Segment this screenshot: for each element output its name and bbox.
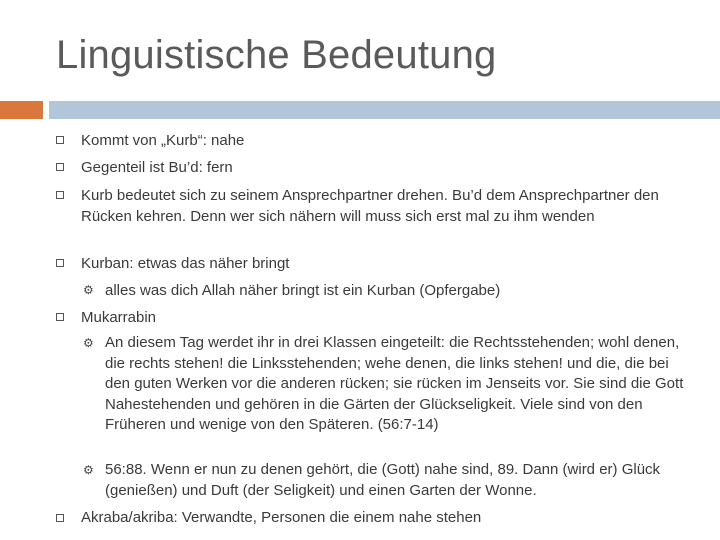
bullet-item: Kurban: etwas das näher bringt	[81, 255, 290, 272]
square-bullet-icon	[56, 191, 64, 199]
sub-bullet-item: An diesem Tag werdet ihr in drei Klassen eingeteilt: die Rechtsstehenden; wohl denen, die rechts stehen! die Linksstehenden; wehe denen, die links stehen! und die, die bei den guten Werken vor die anderen rücken; sie rücken im Jenseits vor. Sie sind die Gott Nahestehenden und gehören in die Gärten der Glückseligkeit. Viele sind von den Früheren und wenige von den Späteren. (56:7-14)	[105, 334, 684, 433]
sub-bullet-item: alles was dich Allah näher bringt ist ein Kurban (Opfergabe)	[105, 282, 501, 299]
bullet-item: Akraba/akriba: Verwandte, Personen die einem nahe stehen	[81, 509, 482, 526]
bullet-item: Kommt von „Kurb“: nahe	[81, 132, 245, 149]
gear-bullet-icon: ⚙	[83, 336, 94, 350]
square-bullet-icon	[56, 163, 64, 171]
slide-title: Linguistische Bedeutung	[56, 33, 497, 77]
bullet-item: Kurb bedeutet sich zu seinem Ansprechpartner drehen. Bu’d dem Ansprechpartner den Rücken kehren. Denn wer sich nähern will muss sich erst mal zu ihm wenden	[81, 187, 659, 225]
bullet-item: Gegenteil ist Bu’d: fern	[81, 159, 233, 176]
square-bullet-icon	[56, 259, 64, 267]
gear-bullet-icon: ⚙	[83, 463, 94, 477]
square-bullet-icon	[56, 313, 64, 321]
sub-bullet-item: 56:88. Wenn er nun zu denen gehört, die (Gott) nahe sind, 89. Dann (wird er) Glück (genießen) und Duft (der Seligkeit) und einen Garten der Wonne.	[105, 461, 661, 499]
gear-bullet-icon: ⚙	[83, 283, 94, 297]
square-bullet-icon	[56, 136, 64, 144]
bullet-item: Mukarrabin	[81, 309, 157, 326]
square-bullet-icon	[56, 514, 64, 522]
